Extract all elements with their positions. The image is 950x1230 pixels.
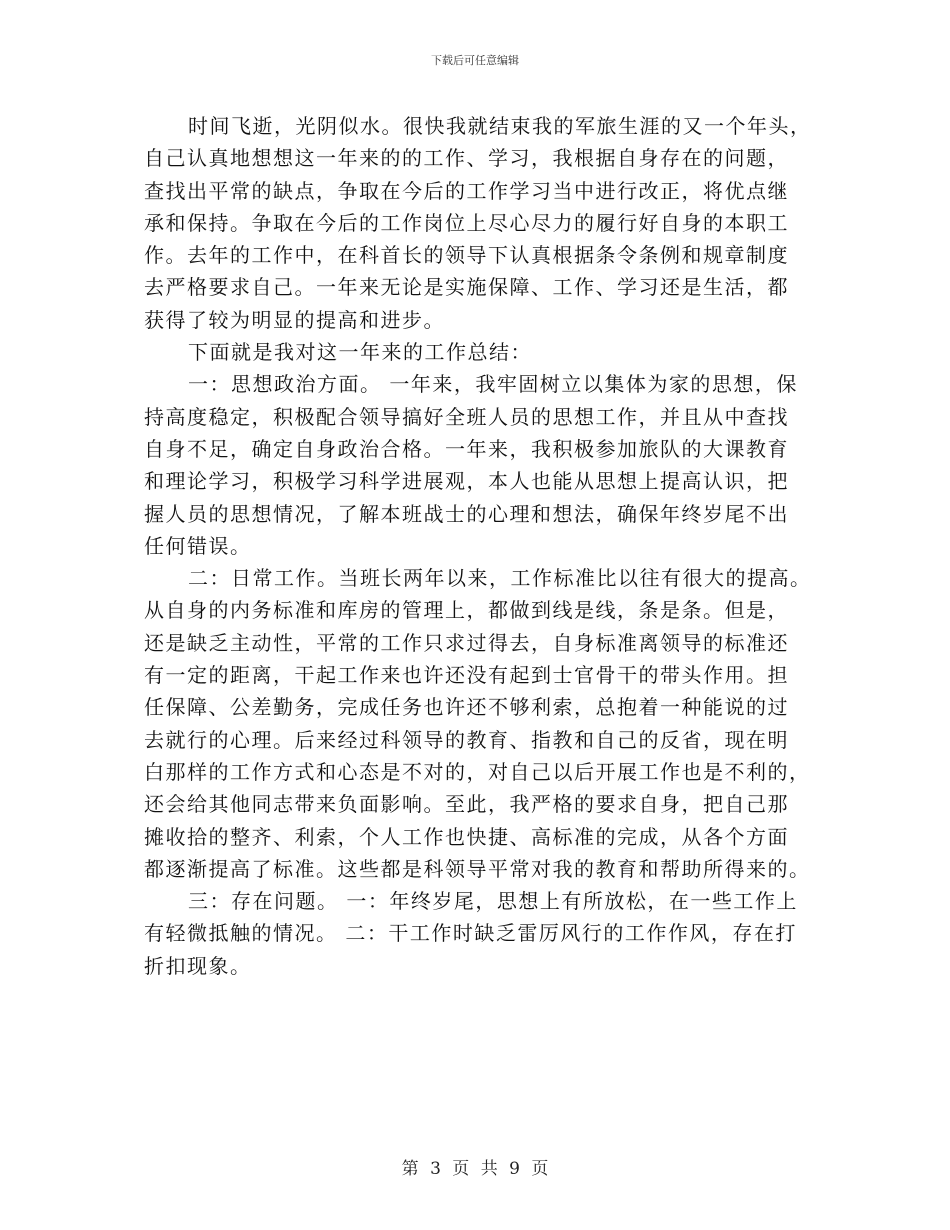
text-line: 有一定的距离，干起工作来也许还没有起到士官骨干的带头作用。担 — [144, 663, 789, 688]
text-line: 承和保持。争取在今后的工作岗位上尽心尽力的履行好自身的本职工 — [144, 210, 789, 235]
text-line: 摊收拾的整齐、利索，个人工作也快捷、高标准的完成，从各个方面 — [144, 824, 789, 849]
text-line: 从自身的内务标准和库房的管理上，都做到线是线，条是条。但是， — [144, 598, 789, 623]
page-footer: 第 3 页 共 9 页 — [401, 1159, 549, 1179]
text-line: 白那样的工作方式和心态是不对的，对自己以后开展工作也是不利的， — [144, 759, 811, 784]
text-line: 还会给其他同志带来负面影响。至此，我严格的要求自身，把自己那 — [144, 792, 789, 817]
text-line: 查找出平常的缺点，争取在今后的工作学习当中进行改正，将优点继 — [144, 178, 789, 203]
text-line: 任保障、公差勤务，完成任务也许还不够利索，总抱着一种能说的过 — [144, 695, 789, 720]
text-line: 有轻微抵触的情况。 二：干工作时缺乏雷厉风行的工作作风，存在打 — [144, 921, 797, 946]
text-line: 作。去年的工作中，在科首长的领导下认真根据条令条例和规章制度 — [144, 243, 789, 268]
text-line: 握人员的思想情况，了解本班战士的心理和想法，确保年终岁尾不出 — [144, 501, 789, 526]
text-line: 持高度稳定，积极配合领导搞好全班人员的思想工作，并且从中查找 — [144, 404, 789, 429]
text-line: 还是缺乏主动性，平常的工作只求过得去，自身标准离领导的标准还 — [144, 630, 789, 655]
text-line: 自身不足，确定自身政治合格。一年来，我积极参加旅队的大课教育 — [144, 436, 789, 461]
text-line: 都逐渐提高了标准。这些都是科领导平常对我的教育和帮助所得来的。 — [144, 856, 811, 881]
text-line: 下面就是我对这一年来的工作总结： — [188, 340, 532, 365]
text-line: 去严格要求自己。一年来无论是实施保障、工作、学习还是生活，都 — [144, 275, 789, 300]
text-line: 三：存在问题。 一：年终岁尾，思想上有所放松，在一些工作上 — [188, 889, 798, 914]
text-line: 去就行的心理。后来经过科领导的教育、指教和自己的反省，现在明 — [144, 727, 789, 752]
text-line: 一：思想政治方面。 一年来，我牢固树立以集体为家的思想，保 — [188, 372, 798, 397]
text-line: 二：日常工作。当班长两年以来，工作标准比以往有很大的提高。 — [188, 566, 812, 591]
text-line: 和理论学习，积极学习科学进展观，本人也能从思想上提高认识，把 — [144, 469, 789, 494]
text-line: 时间飞逝，光阴似水。很快我就结束我的军旅生涯的又一个年头， — [188, 114, 812, 138]
text-line: 自己认真地想想这一年来的的工作、学习，我根据自身存在的问题， — [144, 146, 789, 171]
text-line: 折扣现象。 — [144, 953, 252, 978]
document-body — [144, 110, 814, 982]
page-header: 下载后可任意编辑 — [431, 54, 519, 67]
text-line: 获得了较为明显的提高和进步。 — [144, 307, 445, 332]
text-line: 任何错误。 — [144, 533, 252, 558]
